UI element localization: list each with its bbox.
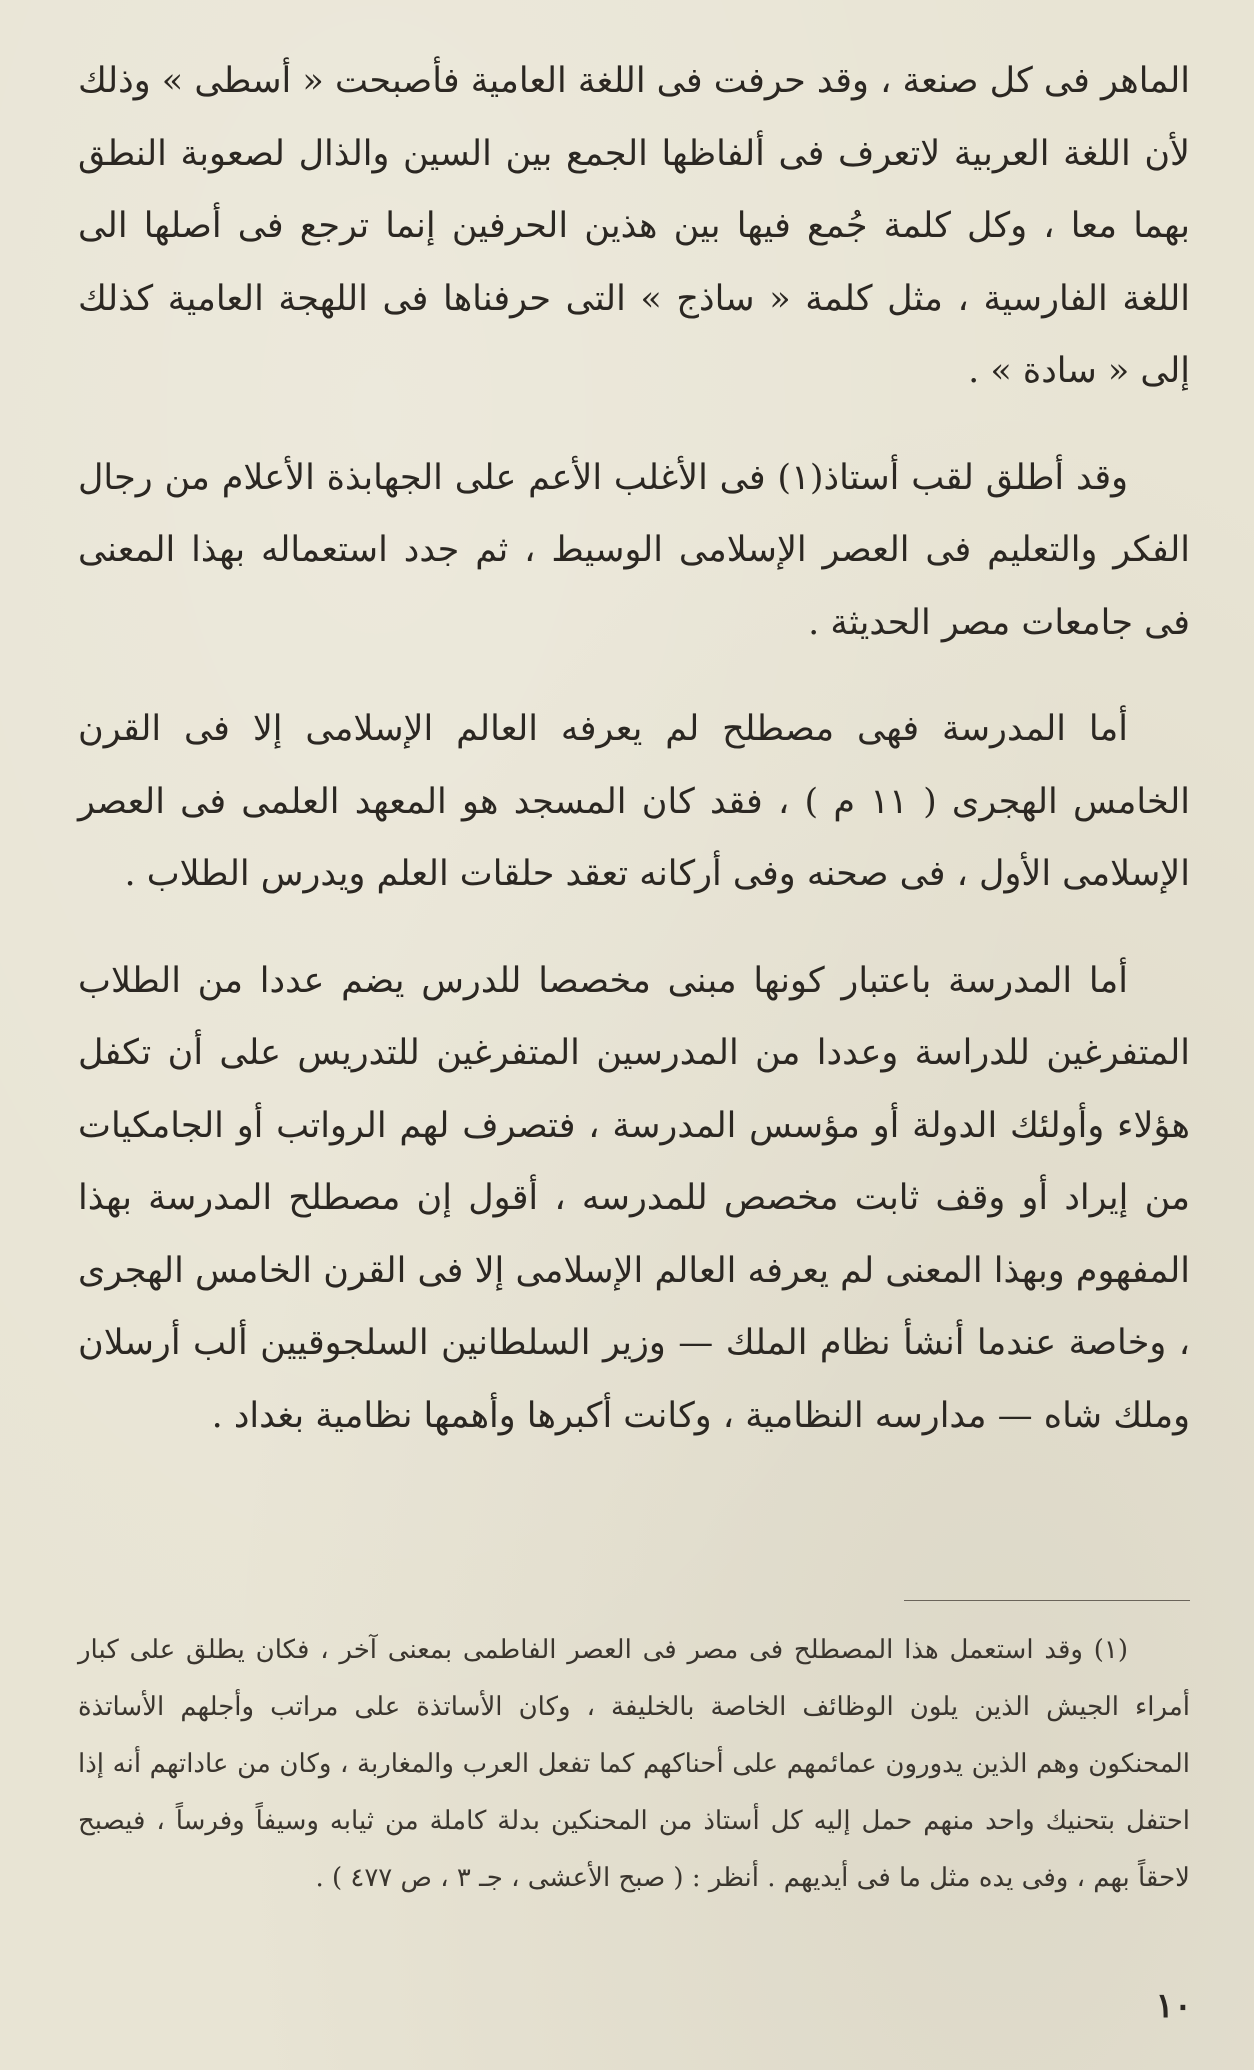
footnote bbox=[78, 1622, 1190, 1907]
paragraph-1: الماهر فى كل صنعة ، وقد حرفت فى اللغة العامية فأصبحت « أسطى » وذلك لأن اللغة العربية لاتعرف فى ألفاظها الجمع بين السين والذال لصعوبة النطق بهما معا ، وكل كلمة جُمع فيها بين هذين الحرفين إنما ترجع فى أصلها الى اللغة الفارسية ، مثل كلمة « ساذج » التى حرفناها فى اللهجة العامية كذلك إلى « سادة » . bbox=[78, 61, 1190, 391]
paragraph-4: أما المدرسة باعتبار كونها مبنى مخصصا للدرس يضم عددا من الطلاب المتفرغين للدراسة وعددا من المدرسين المتفرغين للتدريس على أن تكفل هؤلاء وأولئك الدولة أو مؤسس المدرسة ، فتصرف لهم الرواتب أو الجامكيات من إيراد أو وقف ثابت مخصص للمدرسه ، أقول إن مصطلح المدرسة بهذا المفهوم وبهذا المعنى لم يعرفه العالم الإسلامى إلا فى القرن الخامس الهجرى ، وخاصة عندما أنشأ نظام الملك — وزير السلطانين السلجوقيين ألب أرسلان وملك شاه — مدارسه النظامية ، وكانت أكبرها وأهمها نظامية بغداد . bbox=[78, 960, 1190, 1436]
footnote-text: (١) وقد استعمل هذا المصطلح فى مصر فى العصر الفاطمى بمعنى آخر ، فكان يطلق على كبار أمراء الجيش الذين يلون الوظائف الخاصة بالخليفة ، وكان الأساتذة على مراتب وأجلهم الأساتذة المحنكون وهم الذين يدورون عمائمهم على أحناكهم كما تفعل العرب والمغاربة ، وكان من عاداتهم أنه إذا احتفل بتحنيك واحد منهم حمل إليه كل أستاذ من المحنكين بدلة كاملة من ثيابه وسيفاً وفرساً ، فيصبح لاحقاً بهم ، وفى يده مثل ما فى أيديهم . أنظر : ( صبح الأعشى ، جـ ٣ ، ص ٤٧٧ ) . bbox=[78, 1635, 1190, 1893]
paragraph-3: أما المدرسة فهى مصطلح لم يعرفه العالم الإسلامى إلا فى القرن الخامس الهجرى ( ١١ م ) ، فقد كان المسجد هو المعهد العلمى فى العصر الإسلامى الأول ، فى صحنه وفى أركانه تعقد حلقات العلم ويدرس الطلاب . bbox=[78, 709, 1190, 894]
paragraph-2: وقد أطلق لقب أستاذ(١) فى الأغلب الأعم على الجهابذة الأعلام من رجال الفكر والتعليم فى العصر الإسلامى الوسيط ، ثم جدد استعماله بهذا المعنى فى جامعات مصر الحديثة . bbox=[78, 457, 1190, 643]
main-text bbox=[78, 45, 1190, 1486]
footnote-divider bbox=[904, 1600, 1190, 1601]
page-number: ١٠ bbox=[1155, 1986, 1192, 2026]
